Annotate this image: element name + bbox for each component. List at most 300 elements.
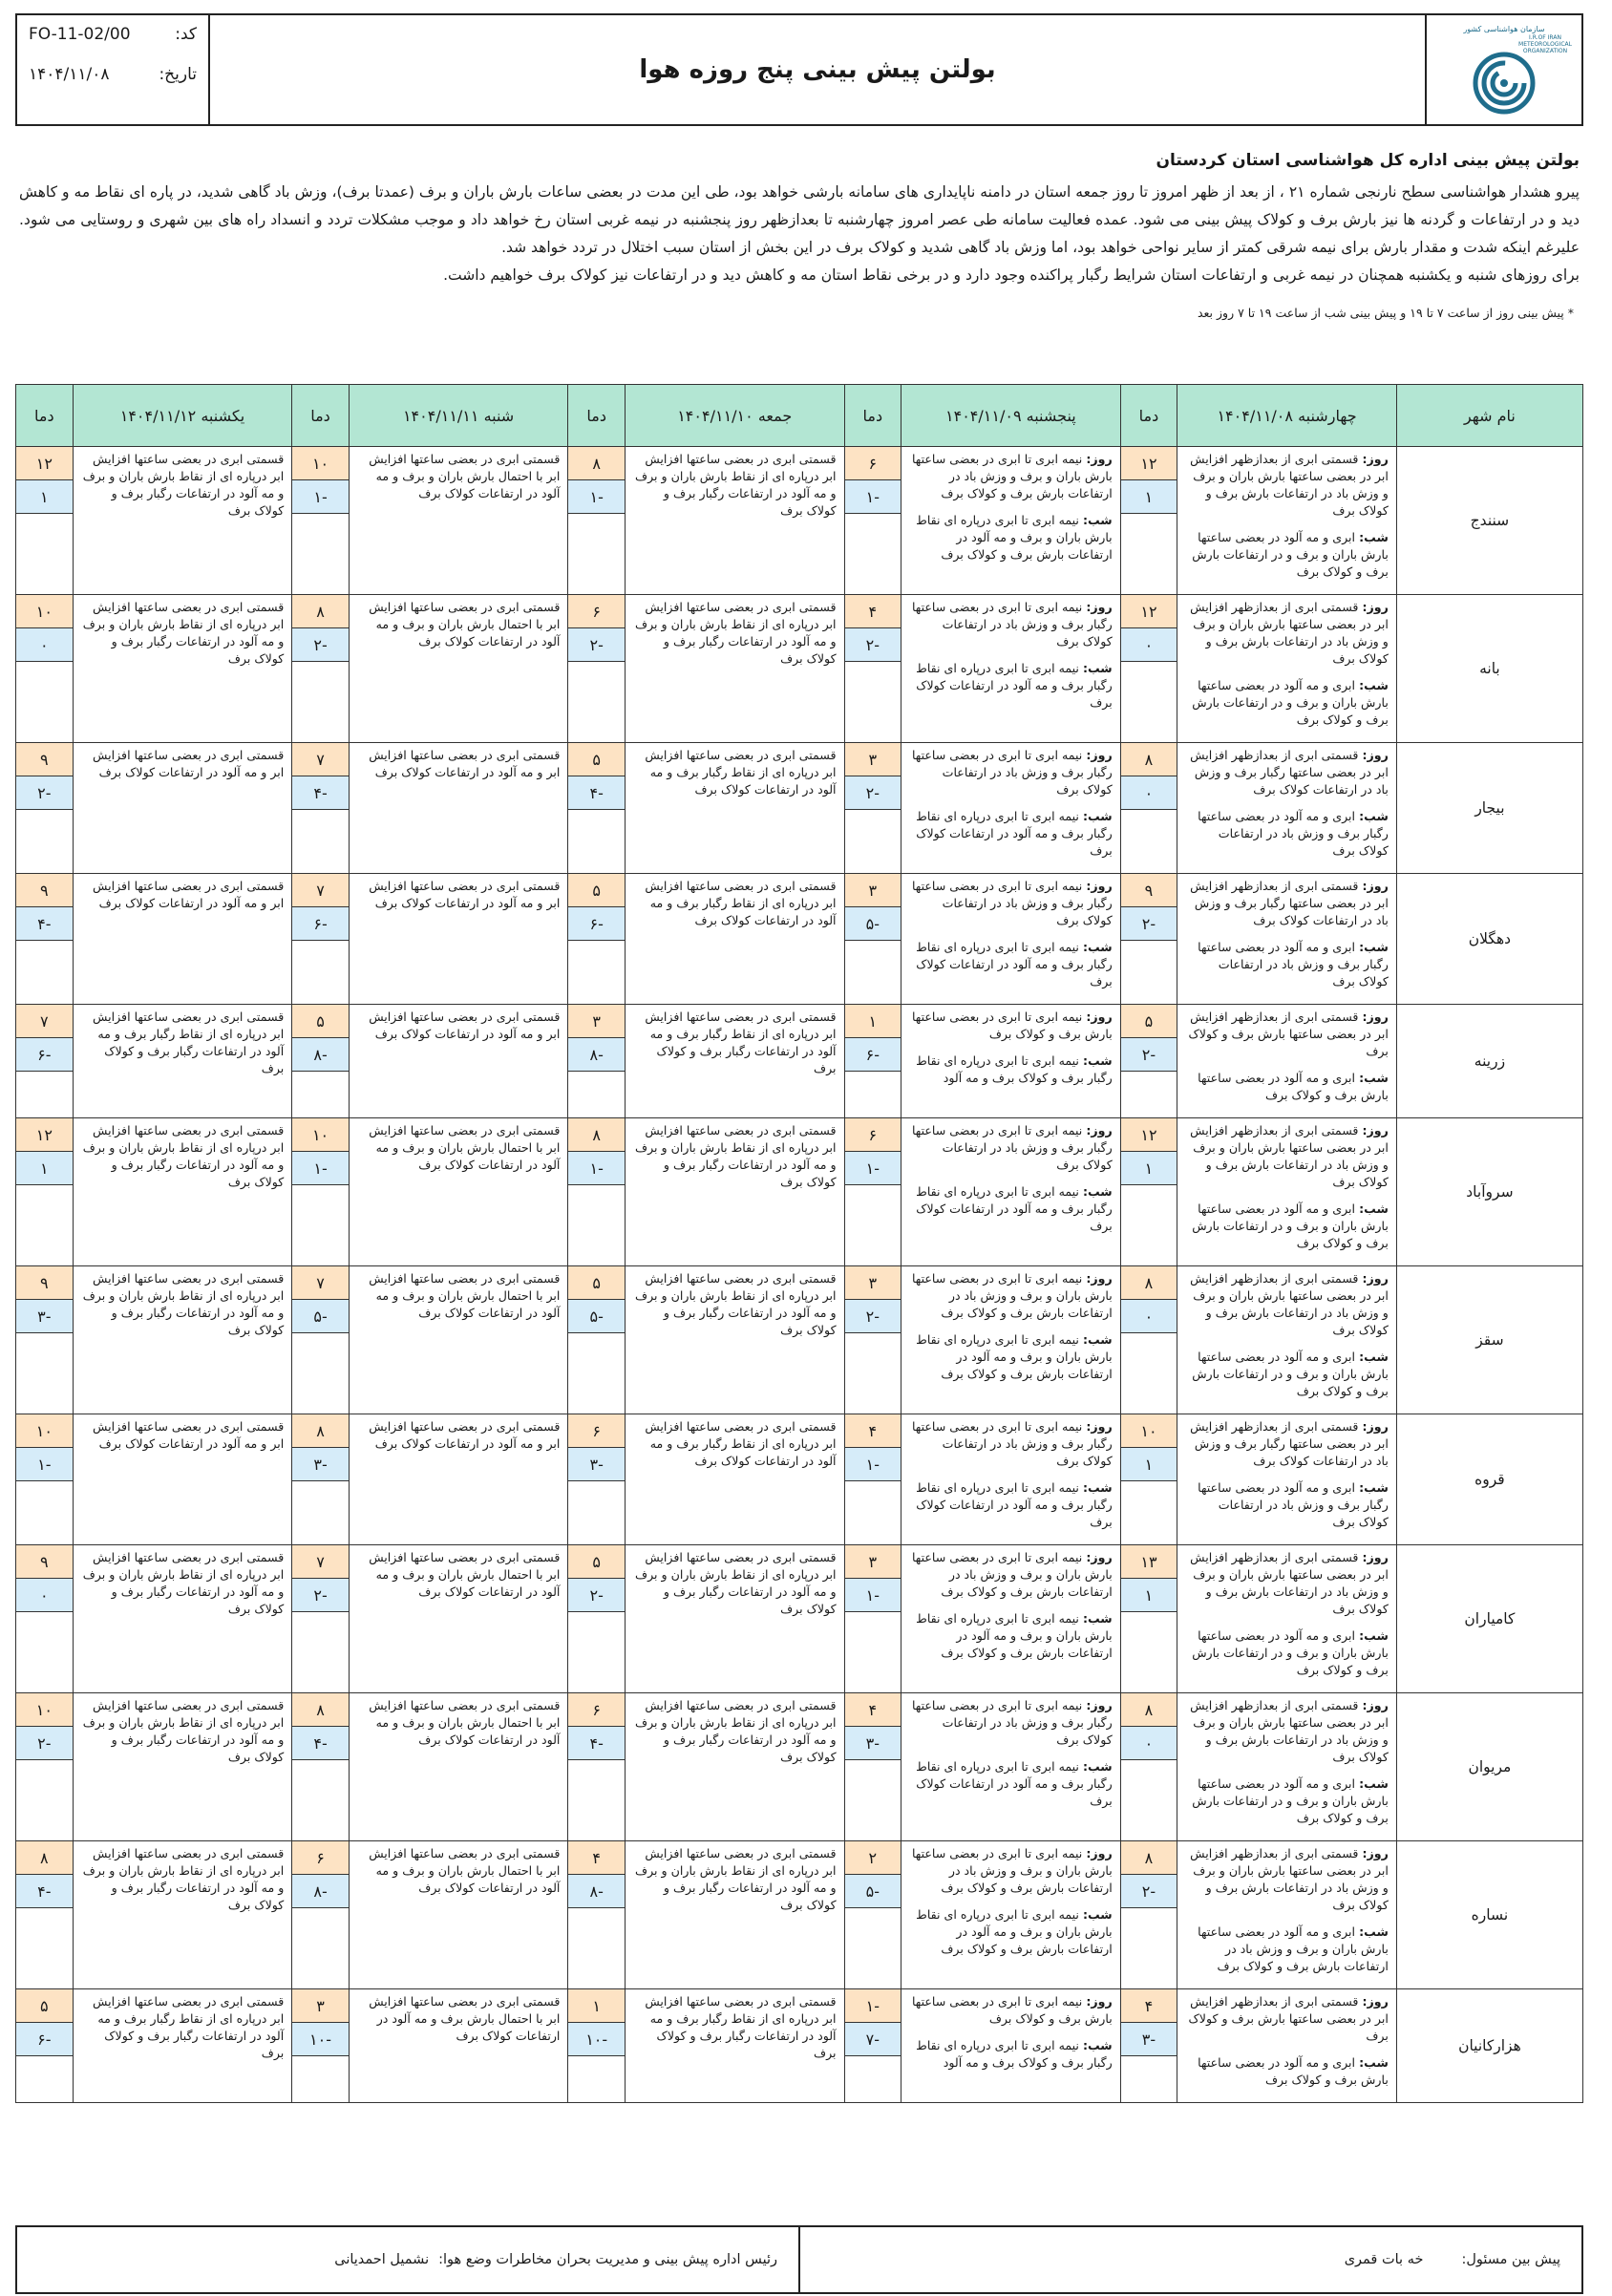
day-forecast-text: قسمتی ابری از بعدازظهر افزایش ابر در بعضی ساعتها بارش باران و برف و وزش باد در ارتفاعات بارش برف و کولاک برف (1190, 1123, 1389, 1189)
night-forecast-text: نیمه ابری تا ابری درپاره ای نقاط بارش باران و برف و مه آلود در ارتفاعات بارش برف و کولاک برف (916, 1332, 1113, 1381)
max-temperature: ۵ (568, 1545, 624, 1579)
intro-paragraph-2: برای روزهای شنبه و یکشنبه همچنان در نیمه غربی و ارتفاعات استان شرایط رگبار پراکنده وجود دارد و در برخی نقاط استان مه و کاهش دید و در ارتفاعات نیز کولاک برف خواهیم داشت. (443, 266, 1580, 284)
min-temperature: -۶ (568, 907, 624, 941)
city-name: بانه (1396, 595, 1582, 743)
forecast-text: قسمتی ابری در بعضی ساعتها افزایش ابر درپاره ای از نقاط رگبار برف و مه آلود در ارتفاعات کولاک برف (645, 879, 837, 927)
forecast-description (349, 1118, 568, 1266)
temperature-cell (292, 743, 349, 874)
min-temperature: -۲ (1121, 1038, 1177, 1072)
min-temperature: -۲ (845, 628, 901, 662)
forecaster-label: پیش بین مسئول: (1461, 2252, 1560, 2267)
forecast-description (73, 874, 292, 1005)
table-row (16, 1693, 1583, 1841)
document-meta (17, 15, 210, 124)
forecast-text: قسمتی ابری در بعضی ساعتها افزایش ابر درپاره ای از نقاط بارش باران و برف و مه آلود در ارتفاعات رگبار برف و کولاک برف (635, 1846, 837, 1912)
temperature-cell (1120, 1693, 1177, 1841)
min-temperature: -۶ (292, 907, 348, 941)
day-label: روز: (1086, 600, 1113, 614)
forecast-description (1177, 1545, 1397, 1693)
forecast-text: قسمتی ابری در بعضی ساعتها افزایش ابر با احتمال بارش باران و برف و مه آلود در ارتفاعات کولاک برف (369, 1550, 561, 1599)
max-temperature: ۹ (16, 1266, 73, 1300)
forecast-text: قسمتی ابری در بعضی ساعتها افزایش ابر درپاره ای از نقاط رگبار برف و مه آلود در ارتفاعات رگبار برف و کولاک برف (93, 1010, 285, 1075)
forecast-description (73, 1545, 292, 1693)
city-name: کامیاران (1396, 1545, 1582, 1693)
forecast-description (625, 1545, 844, 1693)
max-temperature: ۴ (845, 1693, 901, 1727)
forecast-description (73, 743, 292, 874)
chief-label: رئیس اداره پیش بینی و مدیریت بحران مخاطرات وضع هوا: (438, 2252, 777, 2267)
temperature-cell (844, 874, 901, 1005)
forecast-description (1177, 1266, 1397, 1414)
temperature-cell (844, 1841, 901, 1989)
max-temperature: ۳ (845, 874, 901, 907)
max-temperature: ۱۰ (292, 1118, 348, 1152)
temperature-cell (1120, 1989, 1177, 2103)
max-temperature: ۵ (16, 1989, 73, 2023)
temperature-cell (16, 1693, 74, 1841)
forecast-description (73, 447, 292, 595)
day-forecast-text: قسمتی ابری از بعدازظهر افزایش ابر در بعضی ساعتها بارش برف و کولاک برف (1188, 1994, 1389, 2043)
date-value: ۱۴۰۴/۱۱/۰۸ (29, 65, 110, 84)
temperature-cell (1120, 743, 1177, 874)
max-temperature: ۴ (845, 595, 901, 628)
night-forecast-text: ابری و مه آلود در بعضی ساعتها رگبار برف و وزش باد در ارتفاعات کولاک برف (1198, 940, 1389, 989)
temperature-cell (292, 1118, 349, 1266)
min-temperature: -۱ (16, 1448, 73, 1481)
max-temperature: ۱۰ (16, 595, 73, 628)
svg-text:ORGANIZATION: ORGANIZATION (1522, 48, 1568, 54)
forecast-text: قسمتی ابری در بعضی ساعتها افزایش ابر با احتمال بارش باران و برف و مه آلود در ارتفاعات کولاک برف (369, 1271, 561, 1320)
forecast-text: قسمتی ابری در بعضی ساعتها افزایش ابر درپاره ای از نقاط رگبار برف و مه آلود در ارتفاعات رگبار برف و کولاک برف (93, 1994, 285, 2060)
min-temperature: -۴ (568, 1727, 624, 1760)
night-label: شب: (1359, 940, 1389, 954)
forecast-text: قسمتی ابری در بعضی ساعتها افزایش ابر و مه آلود در ارتفاعات کولاک برف (93, 1419, 285, 1451)
min-temperature: -۲ (1121, 1875, 1177, 1908)
night-forecast-text: ابری و مه آلود در بعضی ساعتها بارش باران و برف و در ارتفاعات بارش برف و کولاک برف (1192, 1628, 1389, 1677)
min-temperature: -۵ (845, 907, 901, 941)
day-label: روز: (1086, 1010, 1113, 1024)
max-temperature: ۱۳ (1121, 1545, 1177, 1579)
min-temperature: -۶ (845, 1038, 901, 1072)
min-temperature: -۲ (16, 1727, 73, 1760)
day-label: روز: (1086, 1994, 1113, 2009)
max-temperature: ۱۰ (16, 1414, 73, 1448)
forecast-text: قسمتی ابری در بعضی ساعتها افزایش ابر درپاره ای از نقاط بارش باران و برف و مه آلود در ارتفاعات رگبار برف و کولاک برف (82, 1846, 285, 1912)
forecast-description (1177, 874, 1397, 1005)
forecast-text: قسمتی ابری در بعضی ساعتها افزایش ابر درپاره ای از نقاط بارش باران و برف و مه آلود در ارتفاعات رگبار برف و کولاک برف (82, 600, 285, 666)
max-temperature: ۸ (1121, 1841, 1177, 1875)
night-forecast-text: ابری و مه آلود در بعضی ساعتها بارش باران و برف و در ارتفاعات بارش برف و کولاک برف (1192, 1201, 1389, 1250)
temperature-cell (568, 595, 625, 743)
max-temperature: ۳ (845, 1545, 901, 1579)
temperature-cell (844, 1414, 901, 1545)
min-temperature: ۱ (1121, 1448, 1177, 1481)
day-label: روز: (1362, 1123, 1389, 1137)
night-label: شب: (1359, 1924, 1389, 1939)
day-label: روز: (1086, 1698, 1113, 1712)
max-temperature: ۵ (568, 743, 624, 776)
forecast-text: قسمتی ابری در بعضی ساعتها افزایش ابر درپاره ای از نقاط بارش باران و برف و مه آلود در ارتفاعات رگبار برف و کولاک برف (635, 1550, 837, 1616)
forecast-description (1177, 595, 1397, 743)
night-forecast-text: نیمه ابری تا ابری درپاره ای نقاط رگبار برف و مه آلود در ارتفاعات کولاک برف (916, 940, 1113, 989)
forecast-description (73, 1266, 292, 1414)
forecast-description (349, 1841, 568, 1989)
forecast-hours-footnote: * پیش بینی روز از ساعت ۷ تا ۱۹ و پیش بینی شب از ساعت ۱۹ تا ۷ روز بعد (1197, 306, 1574, 320)
forecast-description (349, 1005, 568, 1118)
max-temperature: ۷ (292, 1266, 348, 1300)
max-temperature: ۵ (568, 1266, 624, 1300)
day-label: روز: (1362, 748, 1389, 762)
day-forecast-text: قسمتی ابری از بعدازظهر افزایش ابر در بعضی ساعتها بارش باران و برف و وزش باد در ارتفاعات بارش برف و کولاک برف (1190, 1698, 1389, 1764)
night-forecast-text: نیمه ابری تا ابری درپاره ای نقاط رگبار برف و مه آلود در ارتفاعات کولاک برف (916, 1759, 1113, 1808)
min-temperature: -۶ (16, 2023, 73, 2056)
min-temperature: -۱ (568, 1152, 624, 1185)
min-temperature: -۲ (845, 1300, 901, 1333)
night-label: شب: (1359, 2055, 1389, 2070)
temperature-cell (568, 1414, 625, 1545)
day-forecast-text: نیمه ابری تا ابری در بعضی ساعتها رگبار برف و وزش باد در ارتفاعات کولاک برف (911, 879, 1113, 927)
min-temperature: -۸ (292, 1038, 348, 1072)
min-temperature: -۳ (568, 1448, 624, 1481)
temperature-cell (568, 1841, 625, 1989)
temperature-cell (568, 1989, 625, 2103)
temperature-cell (568, 1693, 625, 1841)
forecast-description (349, 595, 568, 743)
min-temperature: -۴ (16, 1875, 73, 1908)
temp-header: دما (844, 385, 901, 447)
day-label: روز: (1086, 1550, 1113, 1564)
forecast-description (73, 1118, 292, 1266)
max-temperature: ۱۰ (292, 447, 348, 480)
logo-spiral-icon (1432, 22, 1576, 117)
temperature-cell (292, 1693, 349, 1841)
forecast-text: قسمتی ابری در بعضی ساعتها افزایش ابر با احتمال بارش باران و برف و مه آلود در ارتفاعات کولاک برف (369, 1846, 561, 1895)
night-label: شب: (1082, 940, 1113, 954)
night-forecast-text: نیمه ابری تا ابری درپاره ای نقاط رگبار برف و مه آلود در ارتفاعات کولاک برف (916, 661, 1113, 710)
min-temperature: -۲ (292, 1579, 348, 1612)
temperature-cell (1120, 874, 1177, 1005)
max-temperature: ۴ (845, 1414, 901, 1448)
forecast-description (73, 1841, 292, 1989)
max-temperature: ۳ (292, 1989, 348, 2023)
forecast-text: قسمتی ابری در بعضی ساعتها افزایش ابر درپاره ای از نقاط بارش باران و برف و مه آلود در ارتفاعات رگبار برف و کولاک برف (82, 1271, 285, 1337)
day-forecast-text: قسمتی ابری از بعدازظهر افزایش ابر در بعضی ساعتها بارش باران و برف و وزش باد در ارتفاعات بارش برف و کولاک برف (1190, 1846, 1389, 1912)
min-temperature: ۱ (1121, 1152, 1177, 1185)
night-forecast-text: ابری و مه آلود در بعضی ساعتها بارش باران و برف و وزش باد در ارتفاعات بارش برف و کولاک برف (1198, 1924, 1389, 1973)
forecast-description (349, 743, 568, 874)
city-column-header: نام شهر (1396, 385, 1582, 447)
forecast-description (1177, 1841, 1397, 1989)
day-label: روز: (1362, 879, 1389, 893)
forecast-description (625, 743, 844, 874)
night-forecast-text: ابری و مه آلود در بعضی ساعتها بارش باران و برف و در ارتفاعات بارش برف و کولاک برف (1192, 678, 1389, 727)
forecast-text: قسمتی ابری در بعضی ساعتها افزایش ابر درپاره ای از نقاط بارش باران و برف و مه آلود در ارتفاعات رگبار برف و کولاک برف (82, 1698, 285, 1764)
table-row (16, 1414, 1583, 1545)
forecast-description (1177, 447, 1397, 595)
day-label: روز: (1086, 879, 1113, 893)
temperature-cell (16, 1545, 74, 1693)
forecast-description (901, 1266, 1121, 1414)
temperature-cell (1120, 1005, 1177, 1118)
night-label: شب: (1359, 809, 1389, 823)
min-temperature: -۲ (292, 628, 348, 662)
forecast-description (1177, 1005, 1397, 1118)
max-temperature: ۱ (568, 1989, 624, 2023)
code-label: کد: (175, 25, 197, 44)
forecast-table (15, 384, 1583, 2103)
forecast-description (625, 1118, 844, 1266)
temperature-cell (568, 874, 625, 1005)
forecast-description (1177, 743, 1397, 874)
temperature-cell (16, 1414, 74, 1545)
max-temperature: ۱۰ (16, 1693, 73, 1727)
forecast-description (349, 1545, 568, 1693)
day-forecast-text: قسمتی ابری از بعدازظهر افزایش ابر در بعضی ساعتها رگبار برف و وزش باد در ارتفاعات کولاک برف (1190, 879, 1389, 927)
night-label: شب: (1082, 1907, 1113, 1922)
day-forecast-text: نیمه ابری تا ابری در بعضی ساعتها رگبار برف و وزش باد در ارتفاعات کولاک برف (911, 600, 1113, 648)
temperature-cell (292, 447, 349, 595)
min-temperature: ۱ (1121, 480, 1177, 514)
night-forecast-text: ابری و مه آلود در بعضی ساعتها بارش باران و برف و در ارتفاعات بارش برف و کولاک برف (1192, 1350, 1389, 1398)
forecast-text: قسمتی ابری در بعضی ساعتها افزایش ابر با احتمال بارش باران و برف و مه آلود در ارتفاعات کولاک برف (369, 1698, 561, 1747)
night-label: شب: (1359, 1480, 1389, 1495)
max-temperature: ۳ (845, 1266, 901, 1300)
table-row (16, 1841, 1583, 1989)
temperature-cell (568, 1005, 625, 1118)
table-row (16, 1989, 1583, 2103)
night-label: شب: (1082, 2038, 1113, 2052)
max-temperature: ۹ (1121, 874, 1177, 907)
forecast-description (901, 874, 1121, 1005)
forecast-description (901, 1693, 1121, 1841)
min-temperature: -۲ (568, 1579, 624, 1612)
day-label: روز: (1086, 748, 1113, 762)
max-temperature: ۸ (568, 447, 624, 480)
forecast-text: قسمتی ابری در بعضی ساعتها افزایش ابر با احتمال بارش باران و برف و مه آلود در ارتفاعات کولاک برف (369, 600, 561, 648)
max-temperature: ۷ (292, 1545, 348, 1579)
forecast-text: قسمتی ابری در بعضی ساعتها افزایش ابر درپاره ای از نقاط رگبار برف و مه آلود در ارتفاعات کولاک برف (645, 1419, 837, 1468)
max-temperature: ۹ (16, 874, 73, 907)
day-forecast-text: نیمه ابری تا ابری در بعضی ساعتها رگبار برف و وزش باد در ارتفاعات کولاک برف (911, 1419, 1113, 1468)
day-header: جمعه ۱۴۰۴/۱۱/۱۰ (625, 385, 844, 447)
intro-paragraph-1: پیرو هشدار هواشناسی سطح نارنجی شماره ۲۱ ، از بعد از ظهر امروز تا روز جمعه استان در دامنه ناپایداری های سامانه بارشی خواهد بود، طی این مدت در بعضی ساعات بارش باران و برف (عمدتا برف)، وزش باد گاهی شدید، در پاره ای نقاط مه و کاهش دید و در ارتفاعات و گردنه ها نیز بارش برف و کولاک پیش بینی می شود. عمده فعالیت سامانه طی عصر امروز چهارشنبه تا بعدازظهر روز پنجشنبه در نیمه غربی استان رخ خواهد داد و موجب مشکلات تردد و انسداد راه های بین شهری و روستایی می شود. علیرغم اینکه شدت و مقدار بارش برای نیمه شرقی کمتر از سایر نواحی خواهد بود، اما وزش باد گاهی شدید و کولاک برف در این بخش از استان سبب اختلال در تردد خواهد شد. (19, 183, 1580, 256)
forecast-description (901, 1414, 1121, 1545)
day-header: چهارشنبه ۱۴۰۴/۱۱/۰۸ (1177, 385, 1397, 447)
bulletin-header (15, 13, 1583, 126)
table-row (16, 447, 1583, 595)
min-temperature: -۶ (16, 1038, 73, 1072)
temperature-cell (16, 595, 74, 743)
max-temperature: ۱۲ (16, 1118, 73, 1152)
max-temperature: ۸ (292, 1414, 348, 1448)
night-forecast-text: نیمه ابری تا ابری درپاره ای نقاط بارش باران و برف و مه آلود در ارتفاعات بارش برف و کولاک برف (916, 1611, 1113, 1660)
max-temperature: ۶ (845, 447, 901, 480)
max-temperature: ۵ (568, 874, 624, 907)
temperature-cell (844, 595, 901, 743)
min-temperature: ۰ (16, 1579, 73, 1612)
bulletin-title: بولتن پیش بینی پنج روزه هوا (639, 55, 996, 84)
min-temperature: ۰ (1121, 776, 1177, 810)
forecast-description (901, 1005, 1121, 1118)
max-temperature: ۹ (16, 1545, 73, 1579)
forecast-text: قسمتی ابری در بعضی ساعتها افزایش ابر و مه آلود در ارتفاعات کولاک برف (369, 748, 561, 779)
forecast-description (1177, 1989, 1397, 2103)
max-temperature: ۷ (292, 743, 348, 776)
table-row (16, 1005, 1583, 1118)
temperature-cell (16, 1266, 74, 1414)
forecast-description (625, 874, 844, 1005)
forecast-text: قسمتی ابری در بعضی ساعتها افزایش ابر و مه آلود در ارتفاعات کولاک برف (93, 879, 285, 910)
temperature-cell (16, 1005, 74, 1118)
min-temperature: -۵ (568, 1300, 624, 1333)
chief-cell (17, 2227, 800, 2292)
table-header-row (16, 385, 1583, 447)
max-temperature: ۸ (1121, 1693, 1177, 1727)
min-temperature: -۴ (292, 776, 348, 810)
day-forecast-text: قسمتی ابری از بعدازظهر افزایش ابر در بعضی ساعتها بارش باران و برف و وزش باد در ارتفاعات بارش برف و کولاک برف (1190, 452, 1389, 518)
min-temperature: ۰ (16, 628, 73, 662)
max-temperature: ۹ (16, 743, 73, 776)
min-temperature: -۱۰ (568, 2023, 624, 2056)
max-temperature: ۶ (568, 1693, 624, 1727)
min-temperature: -۸ (568, 1875, 624, 1908)
temperature-cell (1120, 1841, 1177, 1989)
min-temperature: -۱ (568, 480, 624, 514)
temperature-cell (568, 447, 625, 595)
min-temperature: -۲ (16, 776, 73, 810)
table-row (16, 743, 1583, 874)
date-label: تاریخ: (159, 65, 197, 84)
night-label: شب: (1359, 1071, 1389, 1085)
night-label: شب: (1359, 1201, 1389, 1216)
city-name: سنندج (1396, 447, 1582, 595)
night-label: شب: (1082, 1184, 1113, 1199)
min-temperature: -۸ (568, 1038, 624, 1072)
forecast-table-body (16, 447, 1583, 2103)
min-temperature: -۱ (845, 1152, 901, 1185)
forecast-description (349, 1693, 568, 1841)
forecast-description (901, 1841, 1121, 1989)
temperature-cell (844, 1266, 901, 1414)
day-label: روز: (1362, 1994, 1389, 2009)
min-temperature: ۱ (1121, 1579, 1177, 1612)
night-label: شب: (1082, 513, 1113, 527)
forecast-text: قسمتی ابری در بعضی ساعتها افزایش ابر با احتمال بارش برف و مه آلود در ارتفاعات کولاک برف (369, 1994, 561, 2043)
max-temperature: ۱۲ (1121, 595, 1177, 628)
min-temperature: ۰ (1121, 1300, 1177, 1333)
forecast-description (349, 1989, 568, 2103)
max-temperature: ۸ (568, 1118, 624, 1152)
svg-text:METEOROLOGICAL: METEOROLOGICAL (1518, 41, 1572, 48)
night-forecast-text: نیمه ابری تا ابری درپاره ای نقاط رگبار برف و کولاک برف و مه آلود (916, 2038, 1113, 2070)
forecast-text: قسمتی ابری در بعضی ساعتها افزایش ابر درپاره ای از نقاط بارش باران و برف و مه آلود در ارتفاعات رگبار برف و کولاک برف (635, 452, 837, 518)
night-forecast-text: نیمه ابری تا ابری درپاره ای نقاط بارش باران و برف و مه آلود در ارتفاعات بارش برف و کولاک برف (916, 1907, 1113, 1956)
max-temperature: ۵ (1121, 1005, 1177, 1038)
table-row (16, 874, 1583, 1005)
forecast-description (73, 1693, 292, 1841)
city-name: سروآباد (1396, 1118, 1582, 1266)
day-forecast-text: نیمه ابری تا ابری در بعضی ساعتها بارش برف و کولاک برف (911, 1010, 1113, 1041)
max-temperature: ۸ (1121, 1266, 1177, 1300)
min-temperature: -۳ (292, 1448, 348, 1481)
day-label: روز: (1362, 452, 1389, 466)
max-temperature: ۳ (845, 743, 901, 776)
forecast-text: قسمتی ابری در بعضی ساعتها افزایش ابر درپاره ای از نقاط بارش باران و برف و مه آلود در ارتفاعات رگبار برف و کولاک برف (82, 1123, 285, 1189)
max-temperature: ۱ (845, 1005, 901, 1038)
temperature-cell (568, 743, 625, 874)
max-temperature: ۴ (1121, 1989, 1177, 2023)
min-temperature: -۲ (845, 776, 901, 810)
temp-header: دما (568, 385, 625, 447)
temperature-cell (292, 1989, 349, 2103)
max-temperature: ۲ (845, 1841, 901, 1875)
meteorological-organization-logo (1425, 15, 1581, 124)
city-name: زرینه (1396, 1005, 1582, 1118)
forecast-description (73, 1414, 292, 1545)
temperature-cell (16, 1989, 74, 2103)
night-forecast-text: نیمه ابری تا ابری درپاره ای نقاط رگبار برف و مه آلود در ارتفاعات کولاک برف (916, 809, 1113, 858)
forecast-description (901, 447, 1121, 595)
min-temperature: -۸ (292, 1875, 348, 1908)
temperature-cell (292, 595, 349, 743)
day-forecast-text: قسمتی ابری از بعدازظهر افزایش ابر در بعضی ساعتها بارش باران و برف و وزش باد در ارتفاعات بارش برف و کولاک برف (1190, 600, 1389, 666)
temperature-cell (568, 1266, 625, 1414)
day-forecast-text: نیمه ابری تا ابری در بعضی ساعتها رگبار برف و وزش باد در ارتفاعات کولاک برف (911, 1698, 1113, 1747)
day-forecast-text: نیمه ابری تا ابری در بعضی ساعتها بارش باران و برف و وزش باد در ارتفاعات بارش برف و کولاک برف (911, 452, 1113, 500)
temperature-cell (292, 1841, 349, 1989)
forecast-description (901, 1989, 1121, 2103)
day-forecast-text: نیمه ابری تا ابری در بعضی ساعتها بارش برف و کولاک برف (911, 1994, 1113, 2026)
forecast-description (625, 1989, 844, 2103)
forecast-description (625, 1841, 844, 1989)
max-temperature: ۱۰ (1121, 1414, 1177, 1448)
day-header: شنبه ۱۴۰۴/۱۱/۱۱ (349, 385, 568, 447)
temperature-cell (844, 743, 901, 874)
forecast-description (1177, 1414, 1397, 1545)
forecast-text: قسمتی ابری در بعضی ساعتها افزایش ابر درپاره ای از نقاط رگبار برف و مه آلود در ارتفاعات رگبار برف و کولاک برف (645, 1994, 837, 2060)
max-temperature: -۱ (845, 1989, 901, 2023)
forecast-description (349, 447, 568, 595)
max-temperature: ۸ (292, 595, 348, 628)
min-temperature: -۵ (845, 1875, 901, 1908)
min-temperature: -۳ (16, 1300, 73, 1333)
forecast-description (901, 595, 1121, 743)
day-forecast-text: نیمه ابری تا ابری در بعضی ساعتها رگبار برف و وزش باد در ارتفاعات کولاک برف (911, 748, 1113, 797)
day-label: روز: (1362, 1419, 1389, 1434)
forecast-text: قسمتی ابری در بعضی ساعتها افزایش ابر درپاره ای از نقاط بارش باران و برف و مه آلود در ارتفاعات رگبار برف و کولاک برف (82, 452, 285, 518)
bulletin-page (15, 13, 1583, 2267)
table-row (16, 1118, 1583, 1266)
forecast-description (625, 1266, 844, 1414)
max-temperature: ۶ (292, 1841, 348, 1875)
forecast-description (1177, 1693, 1397, 1841)
svg-text:I.R.OF IRAN: I.R.OF IRAN (1529, 34, 1561, 41)
city-name: قروه (1396, 1414, 1582, 1545)
forecast-text: قسمتی ابری در بعضی ساعتها افزایش ابر درپاره ای از نقاط بارش باران و برف و مه آلود در ارتفاعات رگبار برف و کولاک برف (82, 1550, 285, 1616)
day-label: روز: (1086, 1846, 1113, 1860)
forecast-description (625, 1693, 844, 1841)
night-label: شب: (1082, 1611, 1113, 1626)
day-forecast-text: نیمه ابری تا ابری در بعضی ساعتها بارش باران و برف و وزش باد در ارتفاعات بارش برف و کولاک برف (911, 1271, 1113, 1320)
code-value: FO-11-02/00 (29, 25, 131, 44)
max-temperature: ۳ (568, 1005, 624, 1038)
forecast-description (625, 1414, 844, 1545)
forecast-text: قسمتی ابری در بعضی ساعتها افزایش ابر با احتمال بارش باران و برف و مه آلود در ارتفاعات کولاک برف (369, 1123, 561, 1172)
min-temperature: -۳ (1121, 2023, 1177, 2056)
night-label: شب: (1082, 1759, 1113, 1774)
min-temperature: -۱ (292, 1152, 348, 1185)
forecast-text: قسمتی ابری در بعضی ساعتها افزایش ابر و مه آلود در ارتفاعات کولاک برف (369, 1010, 561, 1041)
